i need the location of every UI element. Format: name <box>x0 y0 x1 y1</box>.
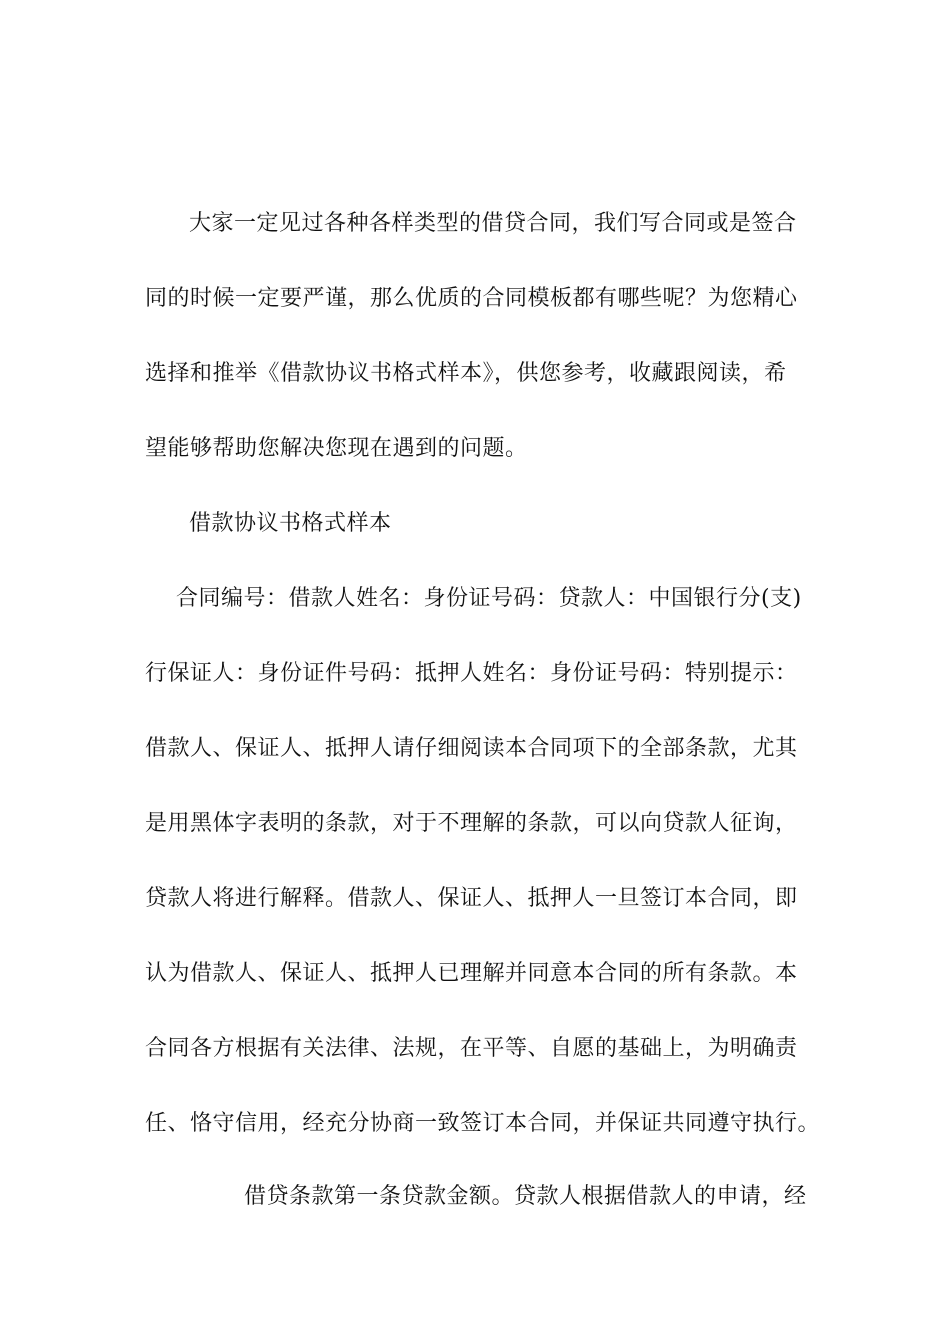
contract-line-6: 认为借款人、保证人、抵押人已理解并同意本合同的所有条款。本 <box>145 961 798 986</box>
contract-line-2: 行保证人：身份证件号码：抵押人姓名：身份证号码：特别提示： <box>145 661 798 686</box>
intro-line-3: 选择和推举《借款协议书格式样本》，供您参考，收藏跟阅读，希 <box>145 361 787 386</box>
document-title: 借款协议书格式样本 <box>189 511 392 536</box>
contract-line-5: 贷款人将进行解释。借款人、保证人、抵押人一旦签订本合同，即 <box>145 886 798 911</box>
loan-terms-line-1: 借贷条款第一条贷款金额。贷款人根据借款人的申请，经 <box>244 1184 807 1209</box>
intro-line-1: 大家一定见过各种各样类型的借贷合同，我们写合同或是签合 <box>189 211 797 236</box>
contract-line-3: 借款人、保证人、抵押人请仔细阅读本合同项下的全部条款，尤其 <box>145 736 798 761</box>
intro-line-4: 望能够帮助您解决您现在遇到的问题。 <box>145 436 528 461</box>
contract-line-4: 是用黑体字表明的条款，对于不理解的条款，可以向贷款人征询， <box>145 811 798 836</box>
contract-line-7: 合同各方根据有关法律、法规，在平等、自愿的基础上，为明确责 <box>145 1036 798 1061</box>
intro-line-2: 同的时候一定要严谨，那么优质的合同模板都有哪些呢？为您精心 <box>145 286 798 311</box>
contract-line-1: 合同编号：借款人姓名：身份证号码：贷款人：中国银行分(支) <box>176 586 802 611</box>
contract-line-8: 任、恪守信用，经充分协商一致签订本合同，并保证共同遵守执行。 <box>145 1111 821 1136</box>
